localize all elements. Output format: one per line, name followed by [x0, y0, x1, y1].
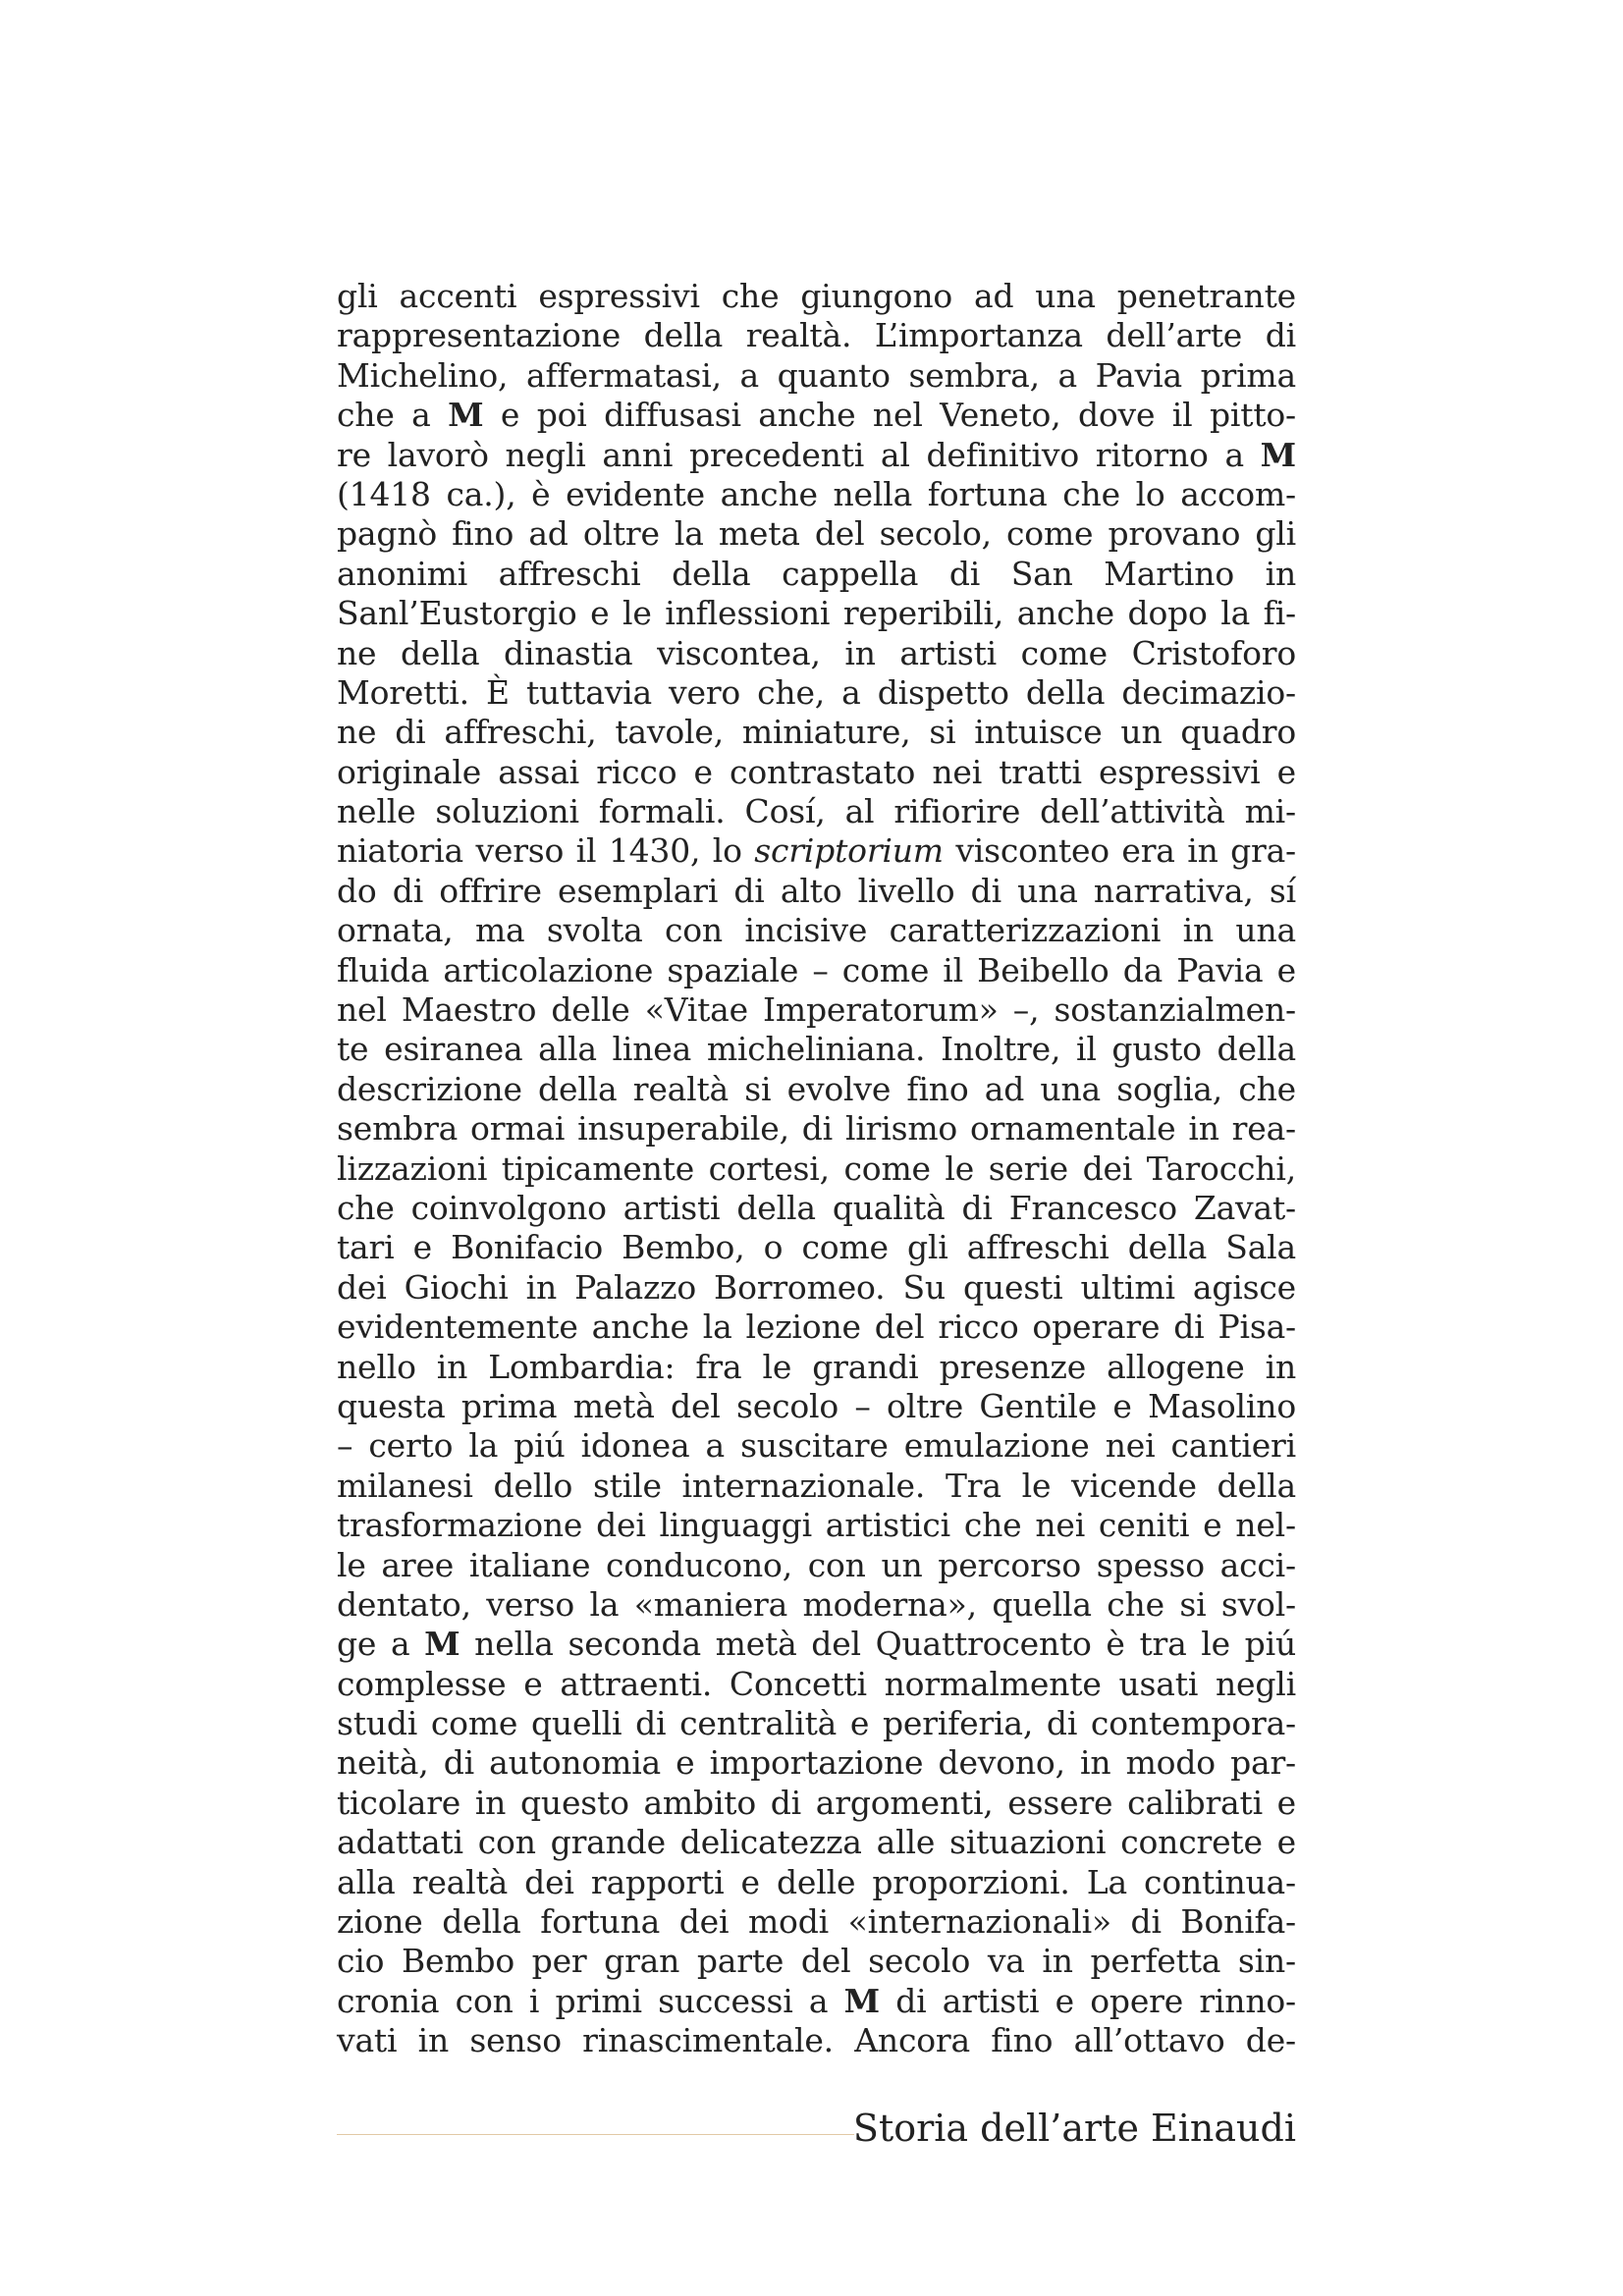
- text-line: [337, 396, 1296, 435]
- text-segment: di artisti e opere rinno-: [879, 1981, 1296, 2020]
- text-segment: anonimi affreschi della cappella di San Martino in: [337, 554, 1296, 593]
- text-segment: gli accenti espressivi che giungono ad una penetrante: [337, 277, 1296, 315]
- text-line: [337, 990, 1296, 1030]
- text-line: [337, 792, 1296, 831]
- text-line: [337, 594, 1296, 633]
- text-segment: adattati con grande delicatezza alle situazioni concrete e: [337, 1823, 1296, 1862]
- text-line: [337, 1348, 1296, 1387]
- text-segment: ornata, ma svolta con incisive caratterizzazioni in una: [337, 911, 1296, 950]
- text-line: [337, 1228, 1296, 1267]
- text-line: [337, 872, 1296, 911]
- text-line: [337, 1268, 1296, 1308]
- text-line: [337, 1704, 1296, 1743]
- text-line: [337, 1982, 1296, 2021]
- text-segment: zione della fortuna dei modi «internazionali» di Bonifa-: [337, 1902, 1296, 1942]
- text-segment: vati in senso rinascimentale. Ancora fino all’ottavo de-: [337, 2021, 1296, 2060]
- text-line: [337, 1189, 1296, 1228]
- text-line: [337, 831, 1296, 871]
- text-segment: milanesi dello stile internazionale. Tra le vicende della: [337, 1466, 1296, 1505]
- text-segment: originale assai ricco e contrastato nei tratti espressivi e: [337, 752, 1296, 791]
- body-paragraph: [337, 277, 1296, 2061]
- text-segment: te esiranea alla linea micheliniana. Inoltre, il gusto della: [337, 1030, 1296, 1069]
- text-segment: visconteo era in gra-: [943, 831, 1297, 871]
- text-line: [337, 277, 1296, 316]
- text-segment: ne della dinastia viscontea, in artisti come Cristoforo: [337, 633, 1296, 672]
- text-segment: nel Maestro delle «Vitae Imperatorum» –, sostanzialmen-: [337, 990, 1296, 1030]
- text-segment: ge a: [337, 1625, 425, 1664]
- text-line: [337, 1665, 1296, 1704]
- text-line: [337, 673, 1296, 713]
- text-segment: trasformazione dei linguaggi artistici che nei ceniti e nel-: [337, 1506, 1296, 1545]
- text-line: [337, 1743, 1296, 1783]
- text-segment: do di offrire esemplari di alto livello di una narrativa, sí: [337, 871, 1296, 910]
- text-line: [337, 1902, 1296, 1942]
- text-segment: neità, di autonomia e importazione devono, in modo par-: [337, 1743, 1296, 1783]
- text-line: [337, 1585, 1296, 1625]
- text-segment: pagnò fino ad oltre la meta del secolo, come provano gli: [337, 514, 1296, 554]
- text-segment: dei Giochi in Palazzo Borromeo. Su questi ultimi agisce: [337, 1267, 1296, 1307]
- footer-rule: [337, 2134, 854, 2135]
- text-segment: ne di affreschi, tavole, miniature, si intuisce un quadro: [337, 713, 1296, 752]
- text-line: [337, 1823, 1296, 1862]
- text-line: [337, 753, 1296, 792]
- footer-publication-title: Storia dell’arte Einaudi: [852, 2107, 1296, 2150]
- text-segment: dentato, verso la «maniera moderna», quella che si svol-: [337, 1584, 1296, 1624]
- text-line: [337, 1546, 1296, 1585]
- text-segment: lizzazioni tipicamente cortesi, come le serie dei Tarocchi,: [337, 1148, 1296, 1188]
- text-segment: che coinvolgono artisti della qualità di Francesco Zavat-: [337, 1188, 1296, 1227]
- text-line: [337, 1942, 1296, 1981]
- text-line: [337, 1308, 1296, 1347]
- text-line: [337, 316, 1296, 355]
- text-line: [337, 1426, 1296, 1466]
- bold-initial: M: [843, 1981, 880, 2020]
- text-line: [337, 911, 1296, 950]
- text-segment: descrizione della realtà si evolve fino ad una soglia, che: [337, 1069, 1296, 1108]
- text-segment: nelle soluzioni formali. Cosí, al rifiorire dell’attività mi-: [337, 792, 1296, 831]
- text-line: [337, 1506, 1296, 1545]
- text-segment: niatoria verso il 1430, lo: [337, 831, 755, 871]
- bold-initial: M: [1260, 435, 1296, 474]
- text-line: [337, 1467, 1296, 1506]
- text-segment: cio Bembo per gran parte del secolo va in perfetta sin-: [337, 1942, 1296, 1981]
- text-line: [337, 514, 1296, 554]
- text-segment: nello in Lombardia: fra le grandi presenze allogene in: [337, 1347, 1296, 1386]
- text-segment: alla realtà dei rapporti e delle proporzioni. La continua-: [337, 1862, 1296, 1901]
- text-segment: Michelino, affermatasi, a quanto sembra, a Pavia prima: [337, 355, 1296, 395]
- text-line: [337, 713, 1296, 752]
- text-segment: e poi diffusasi anche nel Veneto, dove il pitto-: [483, 396, 1296, 435]
- text-segment: studi come quelli di centralità e periferia, di contempora-: [337, 1704, 1296, 1743]
- bold-initial: M: [424, 1625, 460, 1664]
- text-segment: sembra ormai insuperabile, di lirismo ornamentale in rea-: [337, 1109, 1296, 1148]
- text-segment: fluida articolazione spaziale – come il Beibello da Pavia e: [337, 950, 1296, 989]
- text-segment: evidentemente anche la lezione del ricco operare di Pisa-: [337, 1308, 1296, 1347]
- text-segment: tari e Bonifacio Bembo, o come gli affreschi della Sala: [337, 1228, 1296, 1267]
- text-line: [337, 356, 1296, 396]
- text-line: [337, 634, 1296, 673]
- text-segment: (1418 ca.), è evidente anche nella fortuna che lo accom-: [337, 474, 1296, 513]
- text-segment: re lavorò negli anni precedenti al definitivo ritorno a: [337, 435, 1261, 474]
- text-segment: Sanl’Eustorgio e le inflessioni reperibili, anche dopo la fi-: [337, 594, 1296, 633]
- text-segment: che a: [337, 396, 449, 435]
- text-line: [337, 1109, 1296, 1148]
- text-line: [337, 1149, 1296, 1189]
- text-segment: complesse e attraenti. Concetti normalmente usati negli: [337, 1664, 1296, 1703]
- italic-term: scriptorium: [754, 831, 944, 871]
- text-line: [337, 2021, 1296, 2060]
- text-line: [337, 1387, 1296, 1426]
- text-line: [337, 951, 1296, 990]
- text-segment: rappresentazione della realtà. L’importanza dell’arte di: [337, 316, 1296, 355]
- text-segment: – certo la piú idonea a suscitare emulazione nei cantieri: [337, 1426, 1296, 1466]
- text-segment: cronia con i primi successi a: [337, 1981, 844, 2020]
- text-segment: Moretti. È tuttavia vero che, a dispetto della decimazio-: [337, 672, 1296, 712]
- text-segment: le aree italiane conducono, con un percorso spesso acci-: [337, 1545, 1296, 1584]
- text-segment: nella seconda metà del Quattrocento è tra le piú: [460, 1625, 1296, 1664]
- text-line: [337, 1070, 1296, 1109]
- text-line: [337, 1625, 1296, 1664]
- text-line: [337, 1030, 1296, 1069]
- text-line: [337, 1863, 1296, 1902]
- text-line: [337, 1784, 1296, 1823]
- text-segment: questa prima metà del secolo – oltre Gentile e Masolino: [337, 1386, 1296, 1425]
- text-line: [337, 475, 1296, 514]
- text-line: [337, 436, 1296, 475]
- text-line: [337, 555, 1296, 594]
- text-segment: ticolare in questo ambito di argomenti, essere calibrati e: [337, 1783, 1296, 1822]
- bold-initial: M: [448, 396, 484, 435]
